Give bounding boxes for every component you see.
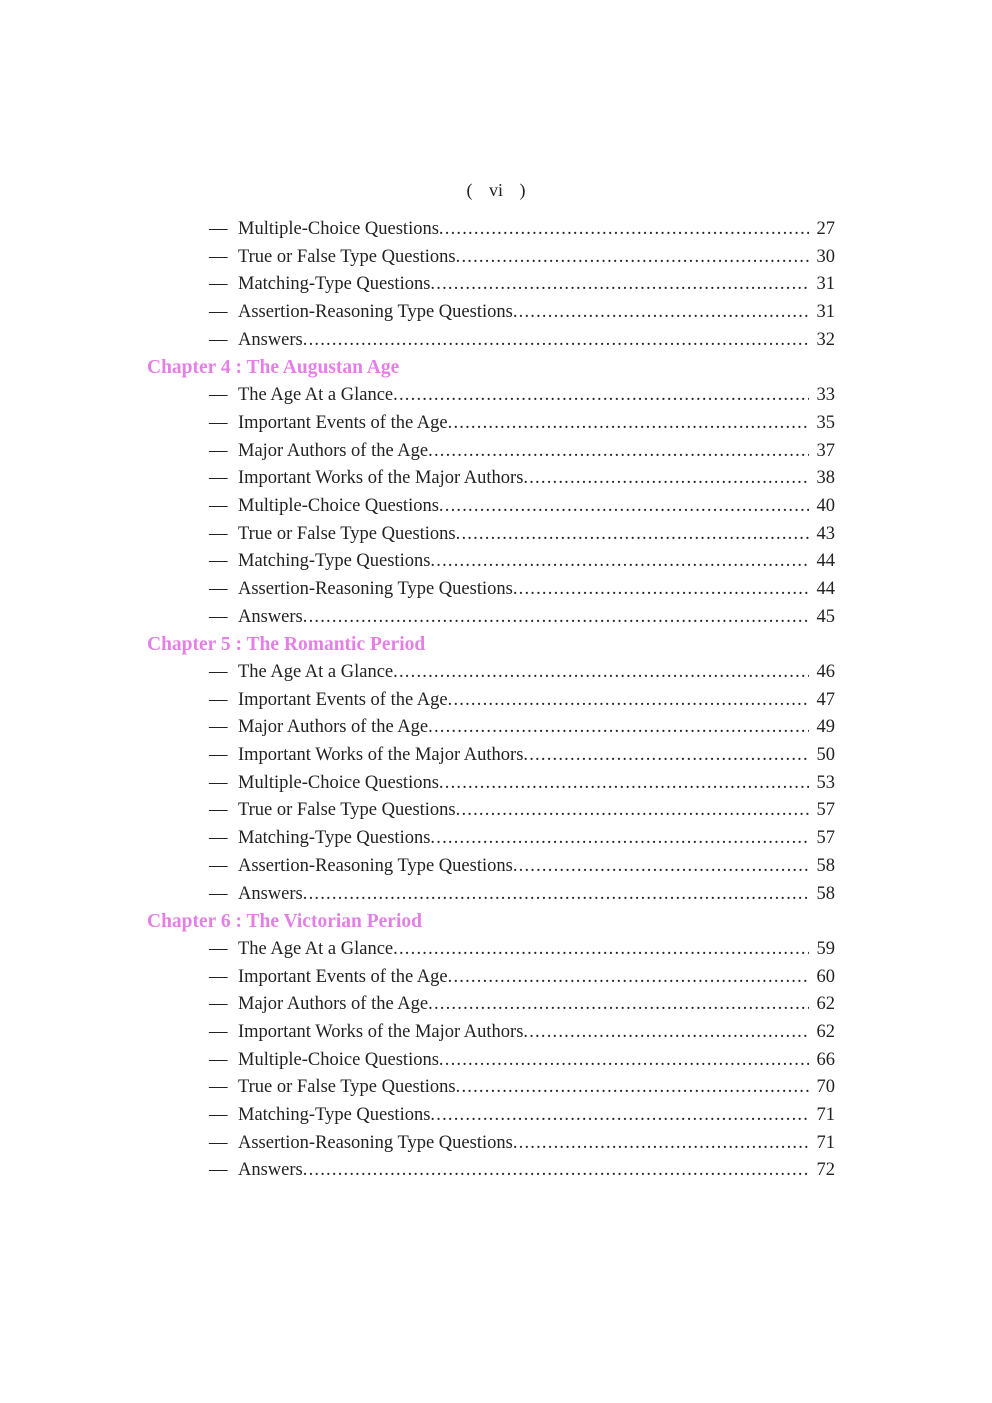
entry-page-number: 38 [816, 468, 835, 489]
dot-leader [456, 1074, 809, 1102]
entry-title: The Age At a Glance [238, 385, 394, 406]
toc-entry[interactable] [147, 493, 835, 521]
entry-title: The Age At a Glance [238, 938, 394, 959]
toc-entry[interactable] [147, 1047, 835, 1075]
dash-bullet: — [209, 523, 228, 544]
entry-page-number: 62 [816, 994, 835, 1015]
chapter-heading[interactable]: Chapter 5 : The Romantic Period [147, 634, 426, 656]
page-number: ( vi ) [466, 180, 526, 200]
dot-leader [523, 465, 809, 493]
entry-title: Assertion-Reasoning Type Questions [238, 302, 513, 323]
entry-title: Matching-Type Questions [238, 274, 431, 295]
dash-bullet: — [209, 606, 228, 627]
entry-page-number: 43 [816, 523, 835, 544]
toc-entry[interactable] [147, 327, 835, 355]
entry-title: Matching-Type Questions [238, 551, 431, 572]
toc-entry[interactable] [147, 964, 835, 992]
entry-title: Assertion-Reasoning Type Questions [238, 855, 513, 876]
toc-entry[interactable] [147, 936, 835, 964]
dash-bullet: — [209, 938, 228, 959]
dot-leader [513, 853, 809, 881]
entry-title: Answers [238, 883, 303, 904]
dot-leader [439, 770, 809, 798]
toc-entry[interactable] [147, 770, 835, 798]
dot-leader [456, 521, 809, 549]
entry-title: Important Works of the Major Authors [238, 745, 524, 766]
entry-page-number: 53 [816, 772, 835, 793]
entry-page-number: 33 [816, 385, 835, 406]
dot-leader [303, 604, 809, 632]
entry-page-number: 45 [816, 606, 835, 627]
entry-page-number: 50 [816, 745, 835, 766]
entry-title: Matching-Type Questions [238, 828, 431, 849]
toc-entry[interactable] [147, 1102, 835, 1130]
entry-title: True or False Type Questions [238, 246, 456, 267]
entry-page-number: 44 [816, 578, 835, 599]
dash-bullet: — [209, 1049, 228, 1070]
entry-page-number: 46 [816, 662, 835, 682]
entry-page-number: 40 [816, 495, 835, 516]
dash-bullet: — [209, 1105, 228, 1125]
entry-title: Matching-Type Questions [238, 1105, 431, 1125]
entry-page-number: 70 [816, 1077, 835, 1098]
entry-page-number: 72 [816, 1160, 835, 1181]
toc-entry[interactable] [147, 881, 835, 909]
entry-page-number: 37 [816, 440, 835, 461]
dash-bullet: — [209, 274, 228, 295]
dot-leader [448, 410, 809, 438]
entry-title: Answers [238, 1160, 303, 1181]
entry-title: Answers [238, 329, 303, 350]
entry-page-number: 32 [816, 329, 835, 350]
toc-entry[interactable] [147, 216, 835, 244]
dot-leader [303, 1157, 809, 1185]
dash-bullet: — [209, 689, 228, 710]
dot-leader [448, 687, 809, 715]
dash-bullet: — [209, 302, 228, 323]
dot-leader [430, 271, 809, 299]
entry-page-number: 71 [816, 1132, 835, 1153]
entry-page-number: 59 [816, 938, 835, 959]
entry-title: Assertion-Reasoning Type Questions [238, 1132, 513, 1153]
dot-leader [439, 1047, 809, 1075]
dash-bullet: — [209, 828, 228, 849]
toc-entry[interactable] [147, 1130, 835, 1158]
toc-entry[interactable] [147, 382, 835, 410]
dash-bullet: — [209, 994, 228, 1015]
entry-page-number: 60 [816, 966, 835, 987]
entry-page-number: 58 [816, 883, 835, 904]
entry-page-number: 71 [816, 1105, 835, 1125]
chapter-heading[interactable]: Chapter 6 : The Victorian Period [147, 911, 422, 933]
entry-title: Important Works of the Major Authors [238, 1021, 524, 1042]
toc-entry[interactable] [147, 410, 835, 438]
dash-bullet: — [209, 772, 228, 793]
dot-leader [428, 438, 809, 466]
dot-leader [513, 1130, 809, 1158]
entry-title: Assertion-Reasoning Type Questions [238, 578, 513, 599]
toc-entry[interactable] [147, 271, 835, 299]
dot-leader [428, 714, 809, 742]
table-of-contents [147, 216, 835, 1185]
entry-title: Major Authors of the Age [238, 440, 429, 461]
dash-bullet: — [209, 745, 228, 766]
entry-title: True or False Type Questions [238, 800, 456, 821]
dash-bullet: — [209, 883, 228, 904]
dash-bullet: — [209, 800, 228, 821]
dot-leader [448, 964, 809, 992]
entry-page-number: 44 [816, 551, 835, 572]
dash-bullet: — [209, 385, 228, 406]
entry-title: Multiple-Choice Questions [238, 219, 439, 239]
dash-bullet: — [209, 412, 228, 433]
dot-leader [523, 1019, 809, 1047]
dash-bullet: — [209, 551, 228, 572]
toc-entry[interactable] [147, 1019, 835, 1047]
toc-entry[interactable] [147, 465, 835, 493]
dot-leader [456, 244, 809, 272]
dash-bullet: — [209, 219, 228, 239]
dash-bullet: — [209, 855, 228, 876]
toc-entry[interactable] [147, 244, 835, 272]
toc-entry[interactable] [147, 714, 835, 742]
dot-leader [513, 576, 809, 604]
dash-bullet: — [209, 717, 228, 738]
toc-entry[interactable] [147, 521, 835, 549]
entry-title: Major Authors of the Age [238, 717, 429, 738]
dot-leader [430, 548, 809, 576]
entry-title: Multiple-Choice Questions [238, 1049, 439, 1070]
toc-entry[interactable] [147, 438, 835, 466]
entry-title: The Age At a Glance [238, 662, 394, 682]
toc-entry[interactable] [147, 853, 835, 881]
entry-title: Answers [238, 606, 303, 627]
dot-leader [393, 659, 809, 687]
entry-title: Multiple-Choice Questions [238, 772, 439, 793]
dash-bullet: — [209, 1132, 228, 1153]
entry-page-number: 35 [816, 412, 835, 433]
entry-title: Important Events of the Age [238, 412, 448, 433]
entry-page-number: 31 [816, 274, 835, 295]
dash-bullet: — [209, 495, 228, 516]
entry-title: Important Events of the Age [238, 689, 448, 710]
entry-page-number: 47 [816, 689, 835, 710]
dot-leader [439, 493, 809, 521]
dash-bullet: — [209, 468, 228, 489]
entry-page-number: 27 [816, 219, 835, 239]
entry-page-number: 31 [816, 302, 835, 323]
toc-entry[interactable] [147, 687, 835, 715]
entry-title: Important Works of the Major Authors [238, 468, 524, 489]
toc-entry[interactable] [147, 548, 835, 576]
dash-bullet: — [209, 246, 228, 267]
dash-bullet: — [209, 966, 228, 987]
dot-leader [430, 825, 809, 853]
toc-entry[interactable] [147, 299, 835, 327]
dot-leader [439, 216, 809, 244]
dot-leader [393, 382, 809, 410]
toc-entry[interactable] [147, 991, 835, 1019]
dash-bullet: — [209, 662, 228, 682]
entry-page-number: 49 [816, 717, 835, 738]
toc-entry[interactable] [147, 825, 835, 853]
toc-entry[interactable] [147, 659, 835, 687]
dot-leader [428, 991, 809, 1019]
toc-entry[interactable] [147, 1157, 835, 1185]
entry-title: True or False Type Questions [238, 523, 456, 544]
entry-title: Major Authors of the Age [238, 994, 429, 1015]
dot-leader [430, 1102, 809, 1130]
toc-entry[interactable] [147, 604, 835, 632]
dash-bullet: — [209, 578, 228, 599]
entry-page-number: 57 [816, 828, 835, 849]
entry-page-number: 58 [816, 855, 835, 876]
toc-entry[interactable] [147, 1074, 835, 1102]
entry-title: True or False Type Questions [238, 1077, 456, 1098]
dash-bullet: — [209, 1077, 228, 1098]
dot-leader [523, 742, 809, 770]
dot-leader [303, 881, 809, 909]
entry-page-number: 62 [816, 1021, 835, 1042]
dash-bullet: — [209, 329, 228, 350]
entry-page-number: 57 [816, 800, 835, 821]
toc-entry[interactable] [147, 797, 835, 825]
dot-leader [303, 327, 809, 355]
entry-title: Important Events of the Age [238, 966, 448, 987]
dash-bullet: — [209, 440, 228, 461]
chapter-heading[interactable]: Chapter 4 : The Augustan Age [147, 357, 400, 379]
toc-entry[interactable] [147, 576, 835, 604]
entry-page-number: 30 [816, 246, 835, 267]
dot-leader [393, 936, 809, 964]
dash-bullet: — [209, 1160, 228, 1181]
dot-leader [456, 797, 809, 825]
dash-bullet: — [209, 1021, 228, 1042]
entry-title: Multiple-Choice Questions [238, 495, 439, 516]
dot-leader [513, 299, 809, 327]
entry-page-number: 66 [816, 1049, 835, 1070]
toc-entry[interactable] [147, 742, 835, 770]
